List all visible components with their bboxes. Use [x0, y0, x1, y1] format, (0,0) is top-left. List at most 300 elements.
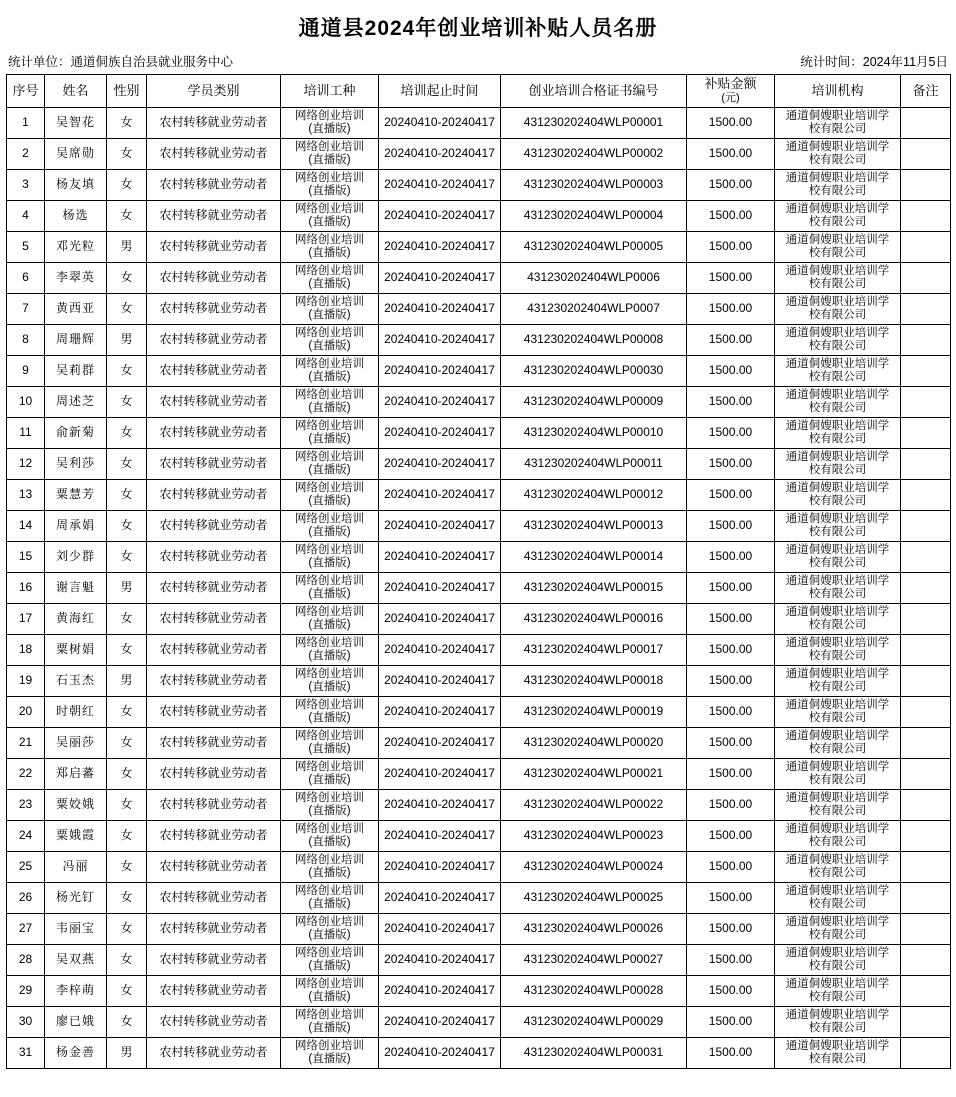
cell-index: 25 [7, 852, 45, 883]
cell-sex: 女 [107, 201, 147, 232]
cell-trade-line1: 网络创业培训 [295, 202, 364, 215]
cell-sex: 女 [107, 356, 147, 387]
cell-org [775, 945, 901, 976]
cell-trade-line2: (直播版) [308, 495, 351, 507]
cell-trade-line2: (直播版) [308, 712, 351, 724]
cell-trade-line1: 网络创业培训 [295, 915, 364, 928]
cell-trade-line1: 网络创业培训 [295, 171, 364, 184]
cell-type: 农村转移就业劳动者 [147, 728, 281, 759]
cell-note [901, 666, 951, 697]
cell-note [901, 201, 951, 232]
cell-index: 6 [7, 263, 45, 294]
cell-note [901, 108, 951, 139]
cell-period: 20240410-20240417 [379, 852, 501, 883]
table-row [7, 139, 951, 170]
cell-index: 7 [7, 294, 45, 325]
cell-index: 3 [7, 170, 45, 201]
cell-trade [281, 263, 379, 294]
cell-period: 20240410-20240417 [379, 697, 501, 728]
cell-org [775, 542, 901, 573]
header-sex: 性别 [107, 75, 147, 108]
cell-name: 粟慧芳 [45, 480, 107, 511]
cell-org-line2: 校有限公司 [808, 216, 867, 228]
cell-trade-line1: 网络创业培训 [295, 698, 364, 711]
cell-org-line1: 通道侗嫂职业培训学 [785, 1008, 890, 1021]
cell-note [901, 635, 951, 666]
cell-period: 20240410-20240417 [379, 263, 501, 294]
cell-org [775, 263, 901, 294]
cell-org [775, 201, 901, 232]
cell-org-line2: 校有限公司 [808, 898, 867, 910]
cell-trade-line1: 网络创业培训 [295, 884, 364, 897]
cell-note [901, 945, 951, 976]
cell-sex: 女 [107, 604, 147, 635]
cell-period: 20240410-20240417 [379, 108, 501, 139]
cell-trade [281, 728, 379, 759]
cell-name: 吴莉群 [45, 356, 107, 387]
cell-note [901, 976, 951, 1007]
cell-trade-line1: 网络创业培训 [295, 512, 364, 525]
cell-org-line2: 校有限公司 [808, 712, 867, 724]
cell-org-line2: 校有限公司 [808, 526, 867, 538]
cell-org-line2: 校有限公司 [808, 960, 867, 972]
cell-org-line1: 通道侗嫂职业培训学 [785, 450, 890, 463]
cell-index: 28 [7, 945, 45, 976]
cell-amount: 1500.00 [687, 914, 775, 945]
cell-org [775, 356, 901, 387]
cell-period: 20240410-20240417 [379, 821, 501, 852]
cell-org-line1: 通道侗嫂职业培训学 [785, 481, 890, 494]
cell-trade [281, 821, 379, 852]
cell-org-line1: 通道侗嫂职业培训学 [785, 946, 890, 959]
cell-amount: 1500.00 [687, 945, 775, 976]
cell-index: 4 [7, 201, 45, 232]
header-index: 序号 [7, 75, 45, 108]
cell-index: 18 [7, 635, 45, 666]
cell-org-line1: 通道侗嫂职业培训学 [785, 977, 890, 990]
table-body [7, 108, 951, 1069]
cell-trade-line1: 网络创业培训 [295, 791, 364, 804]
stat-unit-label: 统计单位：通道侗族自治县就业服务中心 [8, 55, 234, 69]
cell-sex: 男 [107, 666, 147, 697]
cell-org [775, 697, 901, 728]
cell-cert: 431230202404WLP00031 [501, 1038, 687, 1069]
cell-name: 杨光钉 [45, 883, 107, 914]
table-row [7, 294, 951, 325]
cell-index: 19 [7, 666, 45, 697]
cell-org-line2: 校有限公司 [808, 681, 867, 693]
header-trade: 培训工种 [281, 75, 379, 108]
cell-org-line2: 校有限公司 [808, 464, 867, 476]
cell-trade-line2: (直播版) [308, 526, 351, 538]
cell-sex: 男 [107, 232, 147, 263]
cell-type: 农村转移就业劳动者 [147, 1038, 281, 1069]
cell-org-line1: 通道侗嫂职业培训学 [785, 233, 890, 246]
cell-sex: 女 [107, 914, 147, 945]
cell-period: 20240410-20240417 [379, 1007, 501, 1038]
cell-index: 23 [7, 790, 45, 821]
cell-trade [281, 511, 379, 542]
cell-type: 农村转移就业劳动者 [147, 790, 281, 821]
cell-cert: 431230202404WLP00023 [501, 821, 687, 852]
cell-org-line1: 通道侗嫂职业培训学 [785, 1039, 890, 1052]
cell-name: 李梓萌 [45, 976, 107, 1007]
cell-note [901, 821, 951, 852]
cell-org-line2: 校有限公司 [808, 619, 867, 631]
cell-org-line2: 校有限公司 [808, 774, 867, 786]
cell-org-line1: 通道侗嫂职业培训学 [785, 543, 890, 556]
cell-period: 20240410-20240417 [379, 449, 501, 480]
cell-amount: 1500.00 [687, 325, 775, 356]
cell-index: 15 [7, 542, 45, 573]
cell-name: 黄西亚 [45, 294, 107, 325]
table-row [7, 759, 951, 790]
cell-org [775, 790, 901, 821]
cell-amount: 1500.00 [687, 170, 775, 201]
cell-note [901, 883, 951, 914]
cell-trade [281, 666, 379, 697]
cell-period: 20240410-20240417 [379, 573, 501, 604]
cell-cert: 431230202404WLP0006 [501, 263, 687, 294]
table-row [7, 697, 951, 728]
cell-note [901, 573, 951, 604]
cell-org-line1: 通道侗嫂职业培训学 [785, 729, 890, 742]
cell-org [775, 759, 901, 790]
cell-org-line2: 校有限公司 [808, 805, 867, 817]
cell-trade-line2: (直播版) [308, 340, 351, 352]
cell-name: 周述芝 [45, 387, 107, 418]
cell-sex: 男 [107, 573, 147, 604]
cell-cert: 431230202404WLP00009 [501, 387, 687, 418]
cell-name: 李翠英 [45, 263, 107, 294]
cell-cert: 431230202404WLP00015 [501, 573, 687, 604]
cell-amount: 1500.00 [687, 821, 775, 852]
cell-trade-line1: 网络创业培训 [295, 977, 364, 990]
cell-trade [281, 635, 379, 666]
cell-amount: 1500.00 [687, 418, 775, 449]
cell-amount: 1500.00 [687, 573, 775, 604]
cell-org [775, 1038, 901, 1069]
document-meta [6, 52, 950, 74]
cell-sex: 女 [107, 139, 147, 170]
cell-org [775, 511, 901, 542]
cell-sex: 女 [107, 387, 147, 418]
cell-trade-line1: 网络创业培训 [295, 822, 364, 835]
cell-name: 粟娥霞 [45, 821, 107, 852]
cell-org-line2: 校有限公司 [808, 340, 867, 352]
cell-name: 吴丽莎 [45, 728, 107, 759]
cell-period: 20240410-20240417 [379, 356, 501, 387]
cell-trade-line2: (直播版) [308, 278, 351, 290]
cell-amount: 1500.00 [687, 511, 775, 542]
cell-cert: 431230202404WLP00003 [501, 170, 687, 201]
cell-amount: 1500.00 [687, 604, 775, 635]
cell-org-line1: 通道侗嫂职业培训学 [785, 574, 890, 587]
cell-type: 农村转移就业劳动者 [147, 356, 281, 387]
cell-period: 20240410-20240417 [379, 666, 501, 697]
cell-trade-line1: 网络创业培训 [295, 295, 364, 308]
cell-name: 邓光粒 [45, 232, 107, 263]
cell-cert: 431230202404WLP00017 [501, 635, 687, 666]
cell-trade-line2: (直播版) [308, 867, 351, 879]
cell-sex: 女 [107, 263, 147, 294]
cell-sex: 女 [107, 542, 147, 573]
table-row [7, 573, 951, 604]
cell-trade [281, 790, 379, 821]
table-row [7, 852, 951, 883]
cell-note [901, 170, 951, 201]
roster-table [6, 74, 951, 1069]
table-header-row [7, 75, 951, 108]
cell-trade-line1: 网络创业培训 [295, 109, 364, 122]
cell-trade-line2: (直播版) [308, 433, 351, 445]
header-cert: 创业培训合格证书编号 [501, 75, 687, 108]
cell-period: 20240410-20240417 [379, 232, 501, 263]
cell-name: 吴智花 [45, 108, 107, 139]
cell-trade-line1: 网络创业培训 [295, 481, 364, 494]
cell-amount: 1500.00 [687, 728, 775, 759]
cell-note [901, 139, 951, 170]
cell-sex: 女 [107, 108, 147, 139]
cell-trade-line2: (直播版) [308, 371, 351, 383]
cell-trade-line2: (直播版) [308, 650, 351, 662]
table-row [7, 976, 951, 1007]
cell-org-line1: 通道侗嫂职业培训学 [785, 605, 890, 618]
cell-org-line1: 通道侗嫂职业培训学 [785, 171, 890, 184]
cell-trade [281, 1007, 379, 1038]
cell-index: 21 [7, 728, 45, 759]
cell-name: 时朝红 [45, 697, 107, 728]
cell-org-line2: 校有限公司 [808, 588, 867, 600]
table-row [7, 108, 951, 139]
cell-period: 20240410-20240417 [379, 480, 501, 511]
table-row [7, 604, 951, 635]
cell-note [901, 325, 951, 356]
cell-cert: 431230202404WLP00024 [501, 852, 687, 883]
cell-period: 20240410-20240417 [379, 201, 501, 232]
cell-org-line2: 校有限公司 [808, 991, 867, 1003]
cell-trade-line1: 网络创业培训 [295, 388, 364, 401]
cell-trade-line2: (直播版) [308, 929, 351, 941]
cell-trade [281, 852, 379, 883]
cell-org-line1: 通道侗嫂职业培训学 [785, 140, 890, 153]
cell-sex: 女 [107, 790, 147, 821]
header-note: 备注 [901, 75, 951, 108]
cell-org [775, 449, 901, 480]
cell-period: 20240410-20240417 [379, 914, 501, 945]
cell-name: 杨金善 [45, 1038, 107, 1069]
cell-org [775, 418, 901, 449]
cell-type: 农村转移就业劳动者 [147, 697, 281, 728]
cell-sex: 女 [107, 170, 147, 201]
cell-trade-line2: (直播版) [308, 743, 351, 755]
cell-type: 农村转移就业劳动者 [147, 542, 281, 573]
cell-note [901, 914, 951, 945]
cell-org-line1: 通道侗嫂职业培训学 [785, 822, 890, 835]
cell-sex: 女 [107, 480, 147, 511]
cell-type: 农村转移就业劳动者 [147, 1007, 281, 1038]
table-row [7, 1038, 951, 1069]
cell-type: 农村转移就业劳动者 [147, 387, 281, 418]
cell-cert: 431230202404WLP00020 [501, 728, 687, 759]
cell-note [901, 232, 951, 263]
cell-name: 冯丽 [45, 852, 107, 883]
cell-name: 俞新菊 [45, 418, 107, 449]
cell-org-line2: 校有限公司 [808, 495, 867, 507]
cell-period: 20240410-20240417 [379, 635, 501, 666]
cell-org-line2: 校有限公司 [808, 278, 867, 290]
cell-name: 谢言魁 [45, 573, 107, 604]
cell-cert: 431230202404WLP00010 [501, 418, 687, 449]
cell-note [901, 418, 951, 449]
cell-cert: 431230202404WLP00027 [501, 945, 687, 976]
table-row [7, 914, 951, 945]
cell-org-line1: 通道侗嫂职业培训学 [785, 698, 890, 711]
cell-trade [281, 1038, 379, 1069]
cell-trade-line1: 网络创业培训 [295, 1008, 364, 1021]
cell-name: 吴双燕 [45, 945, 107, 976]
cell-org-line1: 通道侗嫂职业培训学 [785, 109, 890, 122]
cell-trade-line2: (直播版) [308, 836, 351, 848]
cell-type: 农村转移就业劳动者 [147, 821, 281, 852]
table-row [7, 511, 951, 542]
cell-index: 11 [7, 418, 45, 449]
cell-cert: 431230202404WLP00018 [501, 666, 687, 697]
cell-org-line2: 校有限公司 [808, 123, 867, 135]
cell-index: 10 [7, 387, 45, 418]
cell-trade-line2: (直播版) [308, 309, 351, 321]
cell-org-line1: 通道侗嫂职业培训学 [785, 512, 890, 525]
cell-org-line2: 校有限公司 [808, 836, 867, 848]
cell-index: 29 [7, 976, 45, 1007]
cell-trade [281, 759, 379, 790]
cell-org [775, 325, 901, 356]
cell-note [901, 480, 951, 511]
cell-amount: 1500.00 [687, 976, 775, 1007]
cell-sex: 女 [107, 697, 147, 728]
cell-org-line1: 通道侗嫂职业培训学 [785, 791, 890, 804]
cell-note [901, 1038, 951, 1069]
cell-org [775, 573, 901, 604]
cell-trade-line2: (直播版) [308, 991, 351, 1003]
cell-org-line1: 通道侗嫂职业培训学 [785, 326, 890, 339]
cell-sex: 女 [107, 294, 147, 325]
cell-org-line2: 校有限公司 [808, 154, 867, 166]
header-name: 姓名 [45, 75, 107, 108]
cell-amount: 1500.00 [687, 852, 775, 883]
cell-amount: 1500.00 [687, 108, 775, 139]
table-row [7, 418, 951, 449]
cell-trade-line1: 网络创业培训 [295, 574, 364, 587]
cell-trade-line1: 网络创业培训 [295, 357, 364, 370]
cell-type: 农村转移就业劳动者 [147, 666, 281, 697]
cell-note [901, 697, 951, 728]
cell-sex: 女 [107, 635, 147, 666]
cell-org-line2: 校有限公司 [808, 309, 867, 321]
cell-trade-line1: 网络创业培训 [295, 667, 364, 680]
header-amount-unit: (元) [721, 92, 740, 105]
cell-index: 22 [7, 759, 45, 790]
cell-note [901, 294, 951, 325]
cell-org-line1: 通道侗嫂职业培训学 [785, 853, 890, 866]
cell-note [901, 790, 951, 821]
cell-type: 农村转移就业劳动者 [147, 976, 281, 1007]
cell-org [775, 232, 901, 263]
cell-amount: 1500.00 [687, 1007, 775, 1038]
cell-trade [281, 449, 379, 480]
cell-note [901, 449, 951, 480]
cell-type: 农村转移就业劳动者 [147, 449, 281, 480]
cell-trade-line2: (直播版) [308, 464, 351, 476]
cell-name: 粟树娟 [45, 635, 107, 666]
cell-sex: 女 [107, 976, 147, 1007]
cell-type: 农村转移就业劳动者 [147, 573, 281, 604]
cell-name: 杨友填 [45, 170, 107, 201]
cell-period: 20240410-20240417 [379, 976, 501, 1007]
table-row [7, 542, 951, 573]
cell-org-line2: 校有限公司 [808, 650, 867, 662]
stat-time-label: 统计时间：2024年11月5日 [800, 55, 948, 69]
cell-period: 20240410-20240417 [379, 325, 501, 356]
cell-index: 2 [7, 139, 45, 170]
cell-trade-line1: 网络创业培训 [295, 946, 364, 959]
header-type: 学员类别 [147, 75, 281, 108]
cell-sex: 女 [107, 945, 147, 976]
cell-name: 廖已娥 [45, 1007, 107, 1038]
cell-trade [281, 914, 379, 945]
cell-name: 黄海红 [45, 604, 107, 635]
cell-type: 农村转移就业劳动者 [147, 511, 281, 542]
cell-trade [281, 108, 379, 139]
cell-org [775, 108, 901, 139]
cell-trade-line1: 网络创业培训 [295, 264, 364, 277]
table-row [7, 883, 951, 914]
cell-trade [281, 232, 379, 263]
cell-name: 刘少群 [45, 542, 107, 573]
cell-note [901, 542, 951, 573]
cell-index: 12 [7, 449, 45, 480]
table-row [7, 1007, 951, 1038]
cell-cert: 431230202404WLP00019 [501, 697, 687, 728]
cell-note [901, 604, 951, 635]
cell-trade [281, 542, 379, 573]
cell-org [775, 635, 901, 666]
cell-cert: 431230202404WLP0007 [501, 294, 687, 325]
cell-trade [281, 139, 379, 170]
cell-trade [281, 945, 379, 976]
cell-trade-line1: 网络创业培训 [295, 605, 364, 618]
cell-org [775, 976, 901, 1007]
cell-trade-line1: 网络创业培训 [295, 419, 364, 432]
cell-org-line1: 通道侗嫂职业培训学 [785, 760, 890, 773]
cell-name: 郑启蕃 [45, 759, 107, 790]
cell-org-line1: 通道侗嫂职业培训学 [785, 202, 890, 215]
cell-amount: 1500.00 [687, 666, 775, 697]
cell-index: 5 [7, 232, 45, 263]
cell-amount: 1500.00 [687, 201, 775, 232]
cell-index: 14 [7, 511, 45, 542]
cell-cert: 431230202404WLP00021 [501, 759, 687, 790]
cell-trade [281, 418, 379, 449]
cell-trade [281, 387, 379, 418]
cell-trade-line2: (直播版) [308, 216, 351, 228]
cell-org-line2: 校有限公司 [808, 867, 867, 879]
table-row [7, 263, 951, 294]
cell-cert: 431230202404WLP00026 [501, 914, 687, 945]
cell-trade [281, 976, 379, 1007]
cell-period: 20240410-20240417 [379, 294, 501, 325]
cell-org-line1: 通道侗嫂职业培训学 [785, 915, 890, 928]
